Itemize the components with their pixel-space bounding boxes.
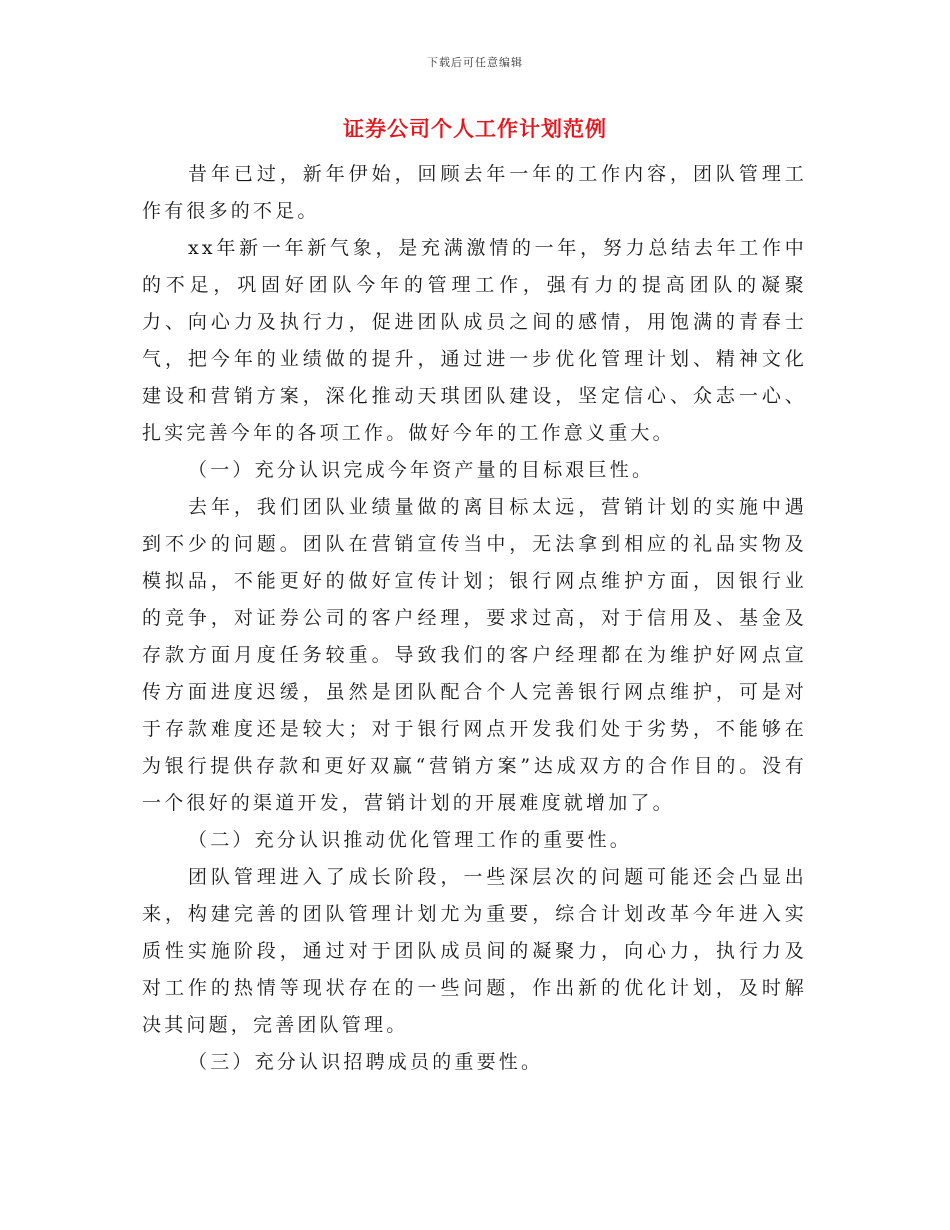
paragraph-intro: 昔年已过，新年伊始，回顾去年一年的工作内容，团队管理工作有很多的不足。 <box>142 163 807 222</box>
section-heading-1: （一）充分认识完成今年资产量的目标艰巨性。 <box>188 459 655 481</box>
document-body <box>142 156 807 1081</box>
paragraph-team-management: 团队管理进入了成长阶段，一些深层次的问题可能还会凸显出来，构建完善的团队管理计划尤为重要，综合计划改革今年进入实质性实施阶段，通过对于团队成员间的凝聚力，向心力，执行力及对工作的热情等现状存在的一些问题，作出新的优化计划，及时解决其问题，完善团队管理。 <box>142 866 807 1036</box>
section-heading-2: （二）充分认识推动优化管理工作的重要性。 <box>188 829 633 851</box>
section-heading-3: （三）充分认识招聘成员的重要性。 <box>188 1051 544 1073</box>
paragraph-new-year: xx年新一年新气象，是充满激情的一年，努力总结去年工作中的不足，巩固好团队今年的管理工作，强有力的提高团队的凝聚力、向心力及执行力，促进团队成员之间的感情，用饱满的青春士气，把今年的业绩做的提升，通过进一步优化管理计划、精神文化建设和营销方案，深化推动天琪团队建设，坚定信心、众志一心、扎实完善今年的各项工作。做好今年的工作意义重大。 <box>142 237 807 444</box>
header-note: 下载后可任意编辑 <box>427 56 523 69</box>
paragraph-last-year: 去年，我们团队业绩量做的离目标太远，营销计划的实施中遇到不少的问题。团队在营销宣传当中，无法拿到相应的礼品实物及模拟品，不能更好的做好宣传计划；银行网点维护方面，因银行业的竞争，对证券公司的客户经理，要求过高，对于信用及、基金及存款方面月度任务较重。导致我们的客户经理都在为维护好网点宣传方面进度迟缓，虽然是团队配合个人完善银行网点维护，可是对于存款难度还是较大；对于银行网点开发我们处于劣势，不能够在为银行提供存款和更好双赢“营销方案”达成双方的合作目的。没有一个很好的渠道开发，营销计划的开展难度就增加了。 <box>142 496 807 814</box>
document-title: 证券公司个人工作计划范例 <box>343 116 607 141</box>
